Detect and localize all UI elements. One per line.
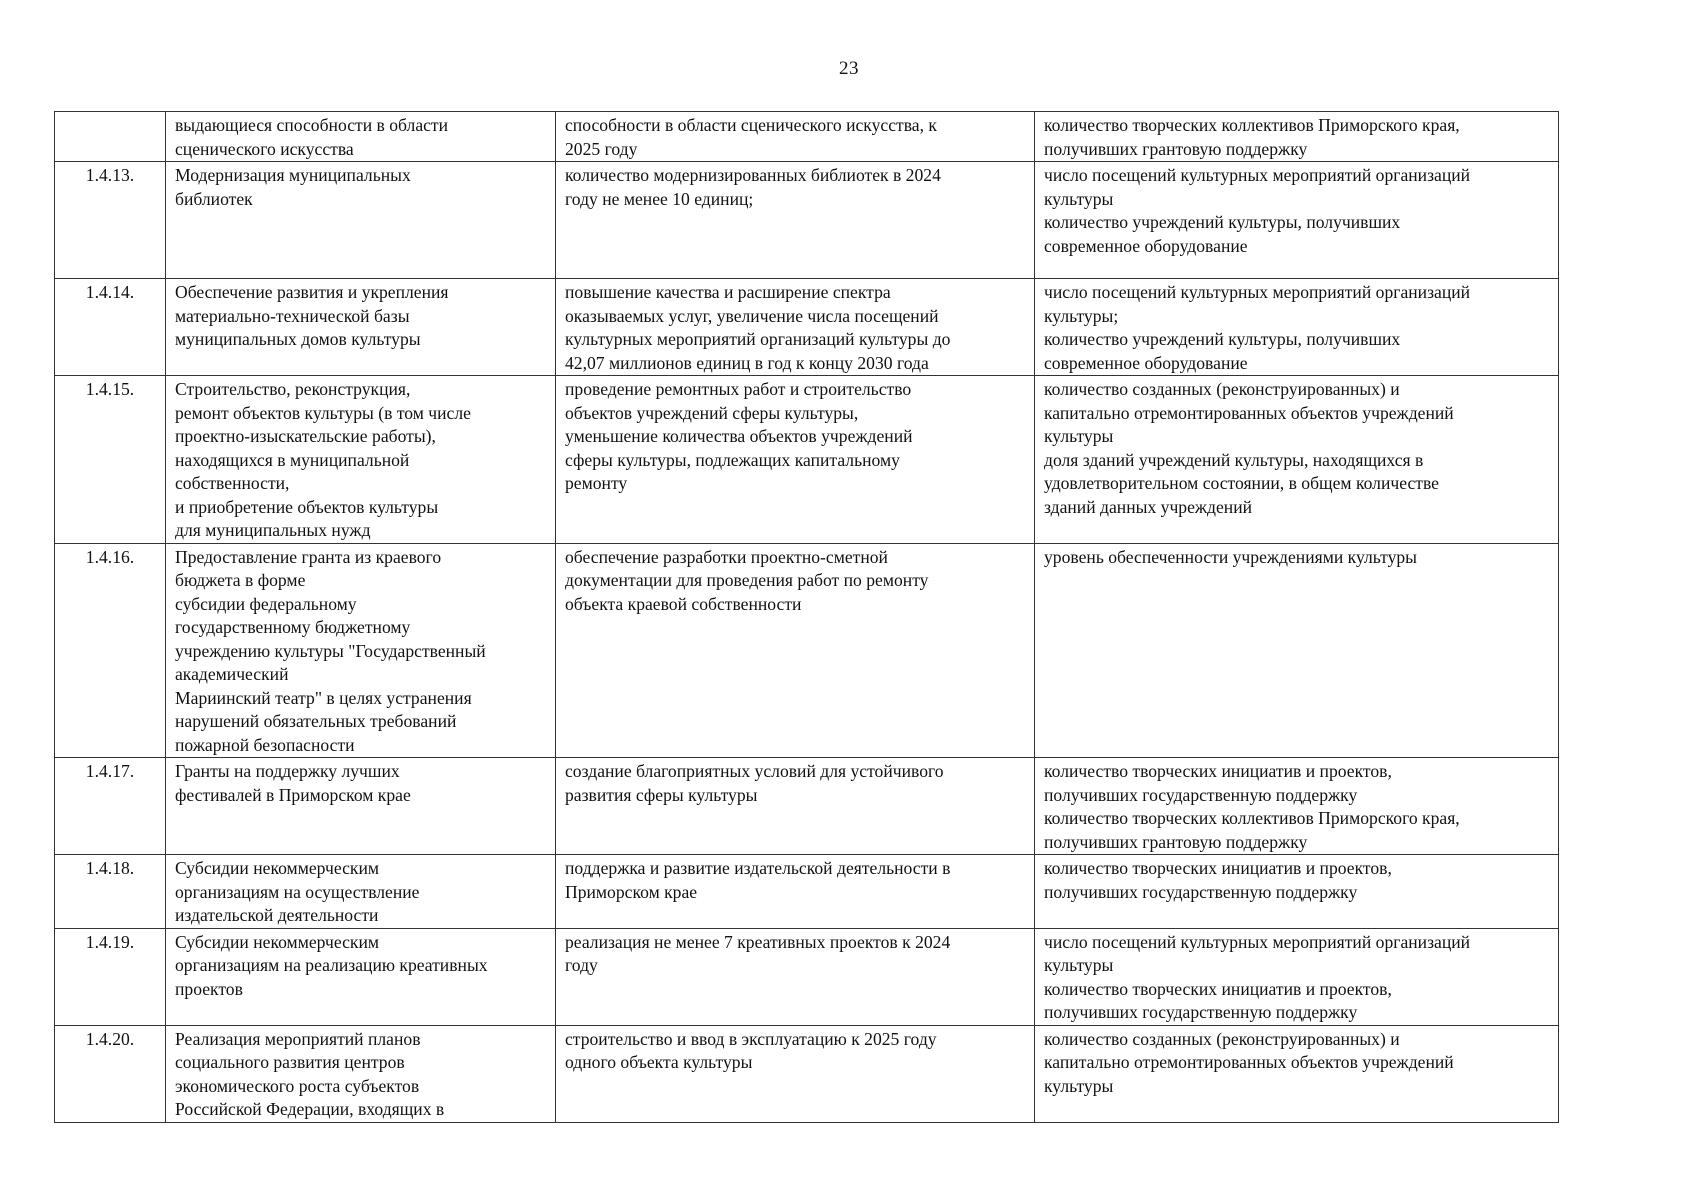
cell-text-line: Субсидии некоммерческим <box>175 931 379 952</box>
cell-text-line: количество учреждений культуры, получивших <box>1044 212 1401 232</box>
row-name-cell <box>166 279 556 376</box>
cell-text-line: реализация не менее 7 креативных проектов к 2024 <box>565 931 951 952</box>
cell-text-line: получивших грантовую поддержку <box>1044 138 1308 159</box>
row-name-cell <box>166 1025 556 1122</box>
row-name-cell <box>166 162 556 279</box>
cell-text-line: издательской деятельности <box>175 905 379 925</box>
cell-text-line: Субсидии некоммерческим <box>175 858 379 878</box>
row-name-cell <box>166 928 556 1025</box>
cell-text-line: Модернизация муниципальных <box>175 165 411 185</box>
cell-text-line: сферы культуры, подлежащих капитальному <box>565 449 900 470</box>
cell-text-line: культуры <box>1044 188 1114 209</box>
row-indicator-cell <box>1035 279 1559 376</box>
cell-text-line: Российской Федерации, входящих в <box>175 1099 445 1119</box>
cell-text-line: объектов учреждений сферы культуры, <box>565 402 859 423</box>
cell-text-line: Предоставление гранта из краевого <box>175 546 442 567</box>
cell-text-line: количество модернизированных библиотек в 2024 <box>565 165 941 185</box>
row-name-cell <box>166 855 556 929</box>
cell-text-line: проведение ремонтных работ и строительство <box>565 379 912 399</box>
cell-text-line: материально-технической базы <box>175 305 410 326</box>
row-number-cell: 1.4.13. <box>55 162 166 279</box>
table-row <box>55 928 1559 1025</box>
row-number-cell: 1.4.17. <box>55 758 166 855</box>
row-result-cell <box>556 1025 1035 1122</box>
cell-text-line: культуры <box>1044 955 1114 975</box>
cell-text-line: фестивалей в Приморском крае <box>175 784 411 805</box>
cell-text-line: количество созданных (реконструированных) и <box>1044 1028 1400 1049</box>
cell-text-line: Реализация мероприятий планов <box>175 1028 421 1049</box>
cell-text-line: количество созданных (реконструированных) и <box>1044 379 1400 399</box>
row-name-cell <box>166 112 556 162</box>
table-row <box>55 279 1559 376</box>
table-row <box>55 162 1559 279</box>
cell-text-line: собственности, <box>175 473 290 493</box>
cell-text-line: 2025 году <box>565 138 638 159</box>
cell-text-line: выдающиеся способности в области <box>175 115 449 135</box>
cell-text-line: Строительство, реконструкция, <box>175 379 411 399</box>
cell-text-line: бюджета в форме <box>175 570 306 590</box>
cell-text-line: году не менее 10 единиц; <box>565 188 754 209</box>
cell-text-line: учреждению культуры "Государственный <box>175 640 486 661</box>
cell-text-line: количество учреждений культуры, получивших <box>1044 329 1401 349</box>
cell-text-line: создание благоприятных условий для устойчивого <box>565 761 944 781</box>
row-indicator-cell <box>1035 112 1559 162</box>
cell-text-line: нарушений обязательных требований <box>175 711 457 731</box>
row-result-cell <box>556 162 1035 279</box>
row-result-cell <box>556 543 1035 758</box>
row-indicator-cell <box>1035 543 1559 758</box>
table-row <box>55 758 1559 855</box>
page-number: 23 <box>839 58 859 79</box>
cell-text-line: капитально отремонтированных объектов учреждений <box>1044 402 1454 423</box>
cell-text-line: получивших грантовую поддержку <box>1044 831 1308 852</box>
cell-text-line: для муниципальных нужд <box>175 520 371 540</box>
table-row <box>55 112 1559 162</box>
cell-text-line: повышение качества и расширение спектра <box>565 282 891 302</box>
cell-text-line: культуры <box>1044 1075 1114 1096</box>
row-number-cell <box>55 112 166 162</box>
row-number-cell: 1.4.20. <box>55 1025 166 1122</box>
row-result-cell <box>556 855 1035 929</box>
cell-text-line: уровень обеспеченности учреждениями культуры <box>1044 546 1417 567</box>
cell-text-line: оказываемых услуг, увеличение числа посещений <box>565 305 939 326</box>
row-result-cell <box>556 376 1035 544</box>
cell-text-line: культурных мероприятий организаций культуры до <box>565 329 951 349</box>
cell-text-line: Обеспечение развития и укрепления <box>175 282 449 302</box>
cell-text-line: уменьшение количества объектов учреждений <box>565 426 913 446</box>
cell-text-line: сценического искусства <box>175 138 354 159</box>
row-number-cell: 1.4.15. <box>55 376 166 544</box>
row-result-cell <box>556 928 1035 1025</box>
row-name-cell <box>166 758 556 855</box>
cell-text-line: субсидии федеральному <box>175 593 357 614</box>
row-indicator-cell <box>1035 928 1559 1025</box>
row-result-cell <box>556 758 1035 855</box>
cell-text-line: получивших государственную поддержку <box>1044 784 1358 805</box>
row-indicator-cell <box>1035 758 1559 855</box>
table-row <box>55 376 1559 544</box>
table-row <box>55 543 1559 758</box>
row-number-cell: 1.4.14. <box>55 279 166 376</box>
cell-text-line: культуры; <box>1044 305 1119 326</box>
row-name-cell <box>166 376 556 544</box>
row-number-cell: 1.4.18. <box>55 855 166 929</box>
cell-text-line: количество творческих инициатив и проектов, <box>1044 858 1392 878</box>
cell-text-line: количество творческих коллективов Приморского края, <box>1044 115 1460 135</box>
cell-text-line: 42,07 миллионов единиц в год к концу 2030 года <box>565 352 929 373</box>
row-result-cell <box>556 112 1035 162</box>
cell-text-line: Гранты на поддержку лучших <box>175 761 400 781</box>
cell-text-line: библиотек <box>175 188 253 209</box>
cell-text-line: объекта краевой собственности <box>565 593 802 614</box>
cell-text-line: капитально отремонтированных объектов учреждений <box>1044 1052 1454 1072</box>
cell-text-line: экономического роста субъектов <box>175 1075 420 1096</box>
row-name-cell <box>166 543 556 758</box>
cell-text-line: государственному бюджетному <box>175 617 411 637</box>
cell-text-line: удовлетворительном состоянии, в общем количестве <box>1044 473 1439 493</box>
cell-text-line: развития сферы культуры <box>565 784 758 805</box>
cell-text-line: современное оборудование <box>1044 352 1248 373</box>
cell-text-line: организациям на осуществление <box>175 881 420 902</box>
cell-text-line: культуры <box>1044 426 1114 446</box>
cell-text-line: получивших государственную поддержку <box>1044 881 1358 902</box>
cell-text-line: получивших государственную поддержку <box>1044 1002 1358 1022</box>
cell-text-line: году <box>565 955 598 975</box>
cell-text-line: проектно-изыскательские работы), <box>175 426 436 446</box>
cell-text-line: зданий данных учреждений <box>1044 496 1253 517</box>
cell-text-line: число посещений культурных мероприятий организаций <box>1044 165 1471 185</box>
cell-text-line: Мариинский театр" в целях устранения <box>175 687 472 708</box>
row-indicator-cell <box>1035 162 1559 279</box>
cell-text-line: количество творческих инициатив и проектов, <box>1044 978 1392 999</box>
cell-text-line: и приобретение объектов культуры <box>175 496 439 517</box>
cell-text-line: проектов <box>175 978 243 999</box>
cell-text-line: строительство и ввод в эксплуатацию к 2025 году <box>565 1028 937 1049</box>
cell-text-line: число посещений культурных мероприятий организаций <box>1044 282 1471 302</box>
row-number-cell: 1.4.16. <box>55 543 166 758</box>
row-indicator-cell <box>1035 376 1559 544</box>
row-indicator-cell <box>1035 1025 1559 1122</box>
table-row <box>55 1025 1559 1122</box>
cell-text-line: ремонту <box>565 473 628 493</box>
cell-text-line: находящихся в муниципальной <box>175 449 410 470</box>
cell-text-line: социального развития центров <box>175 1052 405 1072</box>
cell-text-line: обеспечение разработки проектно-сметной <box>565 546 888 567</box>
row-result-cell <box>556 279 1035 376</box>
cell-text-line: доля зданий учреждений культуры, находящихся в <box>1044 449 1424 470</box>
cell-text-line: число посещений культурных мероприятий организаций <box>1044 931 1471 952</box>
cell-text-line: одного объекта культуры <box>565 1052 753 1072</box>
table-row <box>55 855 1559 929</box>
cell-text-line: количество творческих коллективов Приморского края, <box>1044 808 1460 828</box>
cell-text-line: муниципальных домов культуры <box>175 329 421 349</box>
cell-text-line: количество творческих инициатив и проектов, <box>1044 761 1392 781</box>
cell-text-line: ремонт объектов культуры (в том числе <box>175 402 471 423</box>
row-number-cell: 1.4.19. <box>55 928 166 1025</box>
cell-text-line: пожарной безопасности <box>175 734 355 755</box>
cell-text-line: способности в области сценического искусства, к <box>565 115 937 135</box>
measures-table <box>54 111 1559 1123</box>
cell-text-line: документации для проведения работ по ремонту <box>565 570 929 590</box>
cell-text-line: академический <box>175 664 289 684</box>
cell-text-line: поддержка и развитие издательской деятельности в <box>565 858 951 878</box>
cell-text-line: организациям на реализацию креативных <box>175 955 488 975</box>
cell-text-line: Приморском крае <box>565 881 698 902</box>
cell-text-line: современное оборудование <box>1044 235 1248 256</box>
table-body <box>55 112 1559 1123</box>
row-indicator-cell <box>1035 855 1559 929</box>
